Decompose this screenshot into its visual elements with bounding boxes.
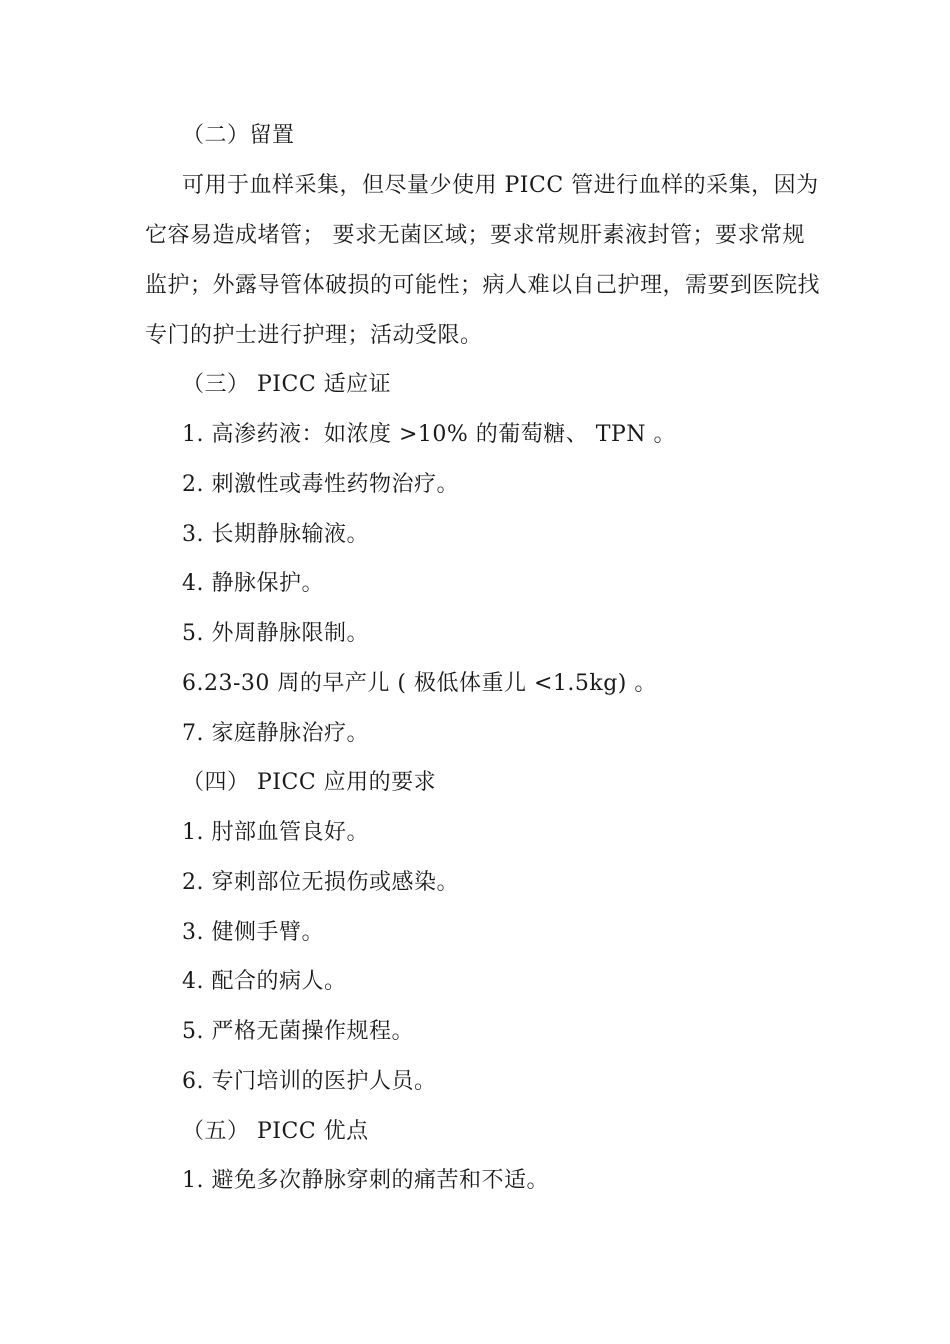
section-3-item-3: 3. 长期静脉输液。 <box>182 522 369 547</box>
section-3-item-6: 6.23-30 周的早产儿 ( 极低体重儿 <1.5kg) 。 <box>182 671 657 696</box>
section-3-item-4: 4. 静脉保护。 <box>182 571 324 596</box>
section-5-heading: （五） PICC 优点 <box>182 1119 369 1144</box>
section-3-item-2: 2. 刺激性或毒性药物治疗。 <box>182 472 459 497</box>
section-2-paragraph-line-2: 它容易造成堵管； 要求无菌区域；要求常规肝素液封管；要求常规 <box>145 223 805 248</box>
section-3-item-1: 1. 高渗药液：如浓度 >10% 的葡萄糖、 TPN 。 <box>182 422 677 447</box>
section-4-item-3: 3. 健侧手臂。 <box>182 920 324 945</box>
section-4-item-4: 4. 配合的病人。 <box>182 969 347 994</box>
section-4-item-5: 5. 严格无菌操作规程。 <box>182 1019 414 1044</box>
section-3-item-7: 7. 家庭静脉治疗。 <box>182 721 369 746</box>
section-4-item-6: 6. 专门培训的医护人员。 <box>182 1069 437 1094</box>
section-2-paragraph-line-1: 可用于血样采集，但尽量少使用 PICC 管进行血样的采集，因为 <box>182 173 819 198</box>
section-2-paragraph-line-3: 监护；外露导管体破损的可能性；病人难以自己护理，需要到医院找 <box>145 273 821 298</box>
section-2-paragraph-line-4: 专门的护士进行护理；活动受限。 <box>145 323 483 348</box>
section-5-item-1: 1. 避免多次静脉穿刺的痛苦和不适。 <box>182 1168 549 1193</box>
section-2-heading: （二）留置 <box>182 123 295 148</box>
section-4-heading: （四） PICC 应用的要求 <box>182 770 437 795</box>
section-3-item-5: 5. 外周静脉限制。 <box>182 621 369 646</box>
section-4-item-2: 2. 穿刺部位无损伤或感染。 <box>182 870 459 895</box>
section-3-heading: （三） PICC 适应证 <box>182 372 392 397</box>
section-4-item-1: 1. 肘部血管良好。 <box>182 820 369 845</box>
